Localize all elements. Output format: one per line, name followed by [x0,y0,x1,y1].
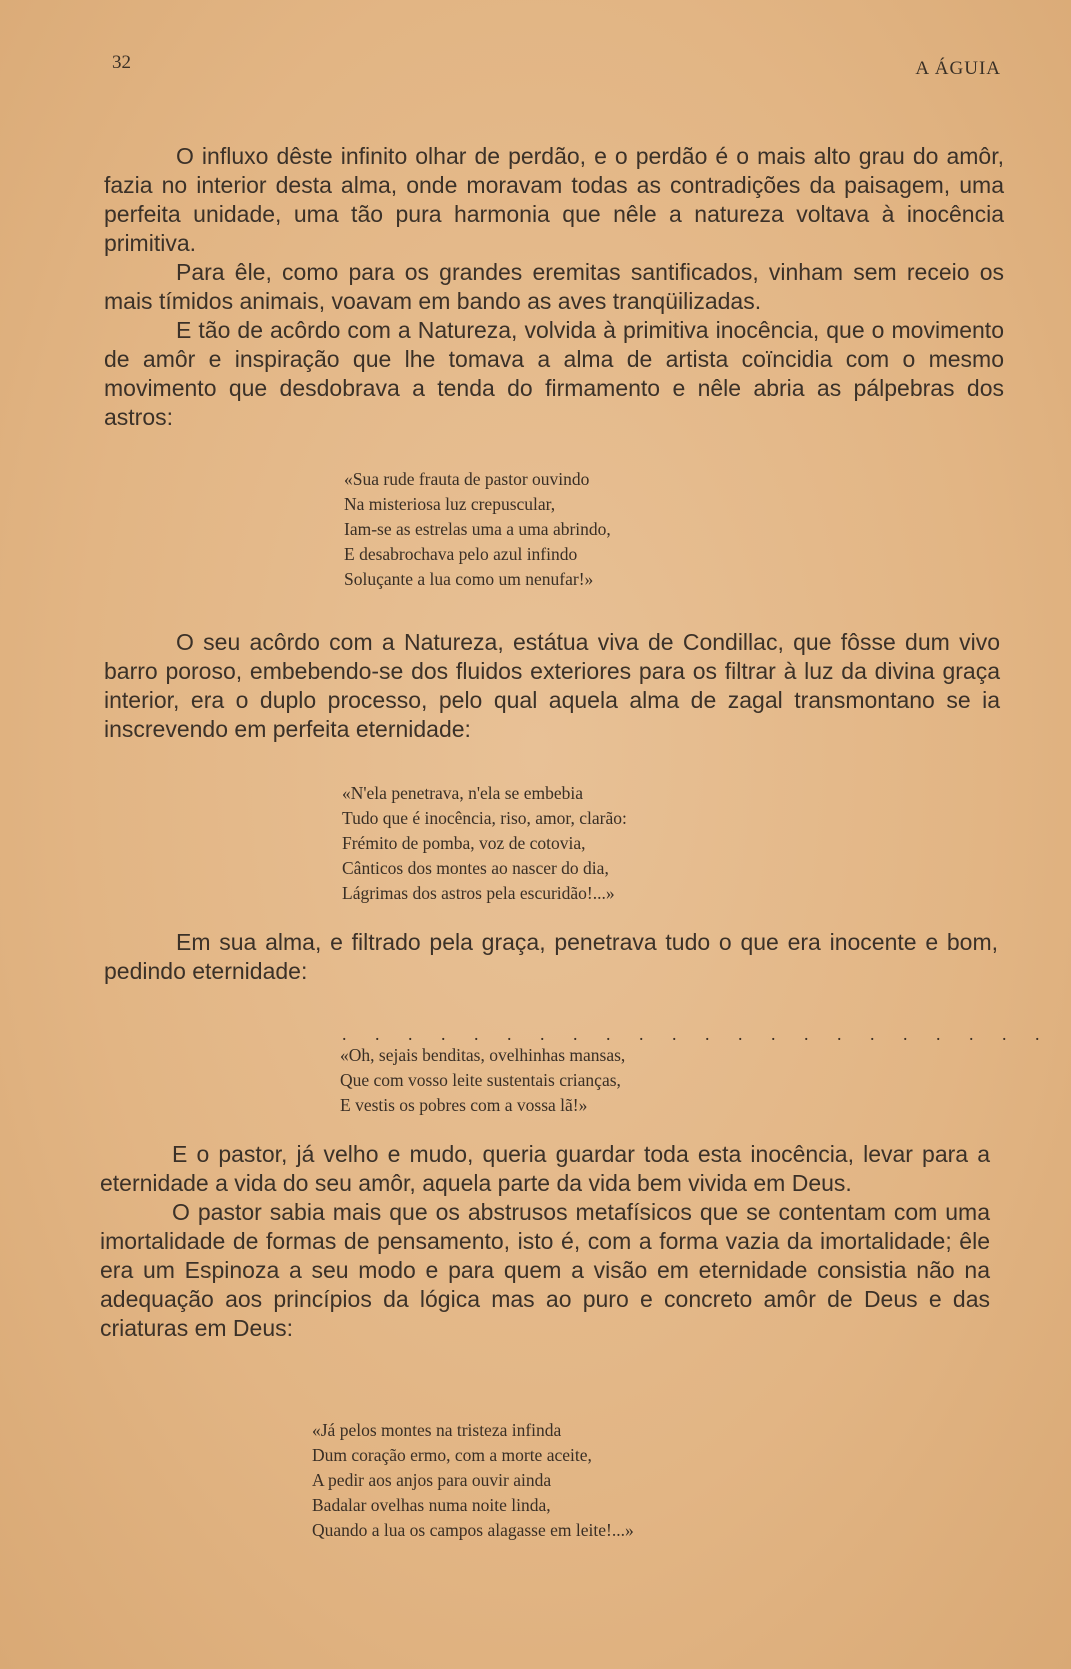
poem-1 [344,467,611,592]
paragraph: E o pastor, já velho e mudo, queria guardar toda esta inocência, levar para a eternidade a vida do seu amôr, aquela parte da vida bem vivida em Deus. [100,1141,990,1196]
ellipsis-dots: . . . . . . . . . . . . . . . . . . . . . . [342,1024,1052,1044]
paragraph: O pastor sabia mais que os abstrusos metafísicos que se contentam com uma imortalidade de formas de pensamento, isto é, com a forma vazia da imortalidade; êle era um Espinoza a seu modo e para quem a visão em eternidade consistia não na adequação aos princípios da lógica mas ao puro e concreto amôr de Deus e das criaturas em Deus: [100,1199,990,1341]
page-number: 32 [112,52,131,73]
verse-line: Tudo que é inocência, riso, amor, clarão: [342,808,627,828]
paragraph: O influxo dêste infinito olhar de perdão, e o perdão é o mais alto grau do amôr, fazia no interior desta alma, onde moravam todas as contradições da paisagem, uma perfeita unidade, uma tão pura harmonia que nêle a natureza voltava à inocência primitiva. [104,143,1004,256]
verse-line: Soluçante a lua como um nenufar!» [344,569,594,589]
paragraph: Para êle, como para os grandes eremitas santificados, vinham sem receio os mais tímidos animais, voavam em bando as aves tranqüilizadas. [104,259,1004,314]
verse-line: Dum coração ermo, com a morte aceite, [312,1445,592,1465]
verse-line: A pedir aos anjos para ouvir ainda [312,1470,552,1490]
paragraph: Em sua alma, e filtrado pela graça, penetrava tudo o que era inocente e bom, pedindo eternidade: [104,929,998,984]
verse-line: Na misteriosa luz crepuscular, [344,494,556,514]
verse-line: Iam-se as estrelas uma a uma abrindo, [344,519,611,539]
verse-line: Lágrimas dos astros pela escuridão!...» [342,883,615,903]
verse-line: «N'ela penetrava, n'ela se embebia [342,783,583,803]
prose-section-1 [104,142,1004,432]
running-title: A ÁGUIA [915,58,1001,79]
verse-line: «Oh, sejais benditas, ovelhinhas mansas, [340,1045,626,1065]
poem-4 [312,1418,634,1543]
verse-line: E desabrochava pelo azul infindo [344,544,578,564]
verse-line: Quando a lua os campos alagasse em leite!...» [312,1520,634,1540]
verse-line: E vestis os pobres com a vossa lã!» [340,1095,588,1115]
prose-section-3 [104,928,998,986]
verse-line: «Sua rude frauta de pastor ouvindo [344,469,590,489]
verse-line: «Já pelos montes na tristeza infinda [312,1420,562,1440]
poem-3 [340,1043,625,1118]
prose-section-2 [104,628,1000,744]
verse-line: Cânticos dos montes ao nascer do dia, [342,858,609,878]
prose-section-4 [100,1140,990,1343]
verse-line: Frémito de pomba, voz de cotovia, [342,833,586,853]
verse-line: Badalar ovelhas numa noite linda, [312,1495,551,1515]
verse-line: Que com vosso leite sustentais crianças, [340,1070,621,1090]
paragraph: E tão de acôrdo com a Natureza, volvida à primitiva inocência, que o movimento de amôr e inspiração que lhe tomava a alma de artista coïncidia com o mesmo movimento que desdobrava a tenda do firmamento e nêle abria as pálpebras dos astros: [104,317,1004,430]
paragraph: O seu acôrdo com a Natureza, estátua viva de Condillac, que fôsse dum vivo barro poroso, embebendo-se dos fluidos exteriores para os filtrar à luz da divina graça interior, era o duplo processo, pelo qual aquela alma de zagal transmontano se ia inscrevendo em perfeita eternidade: [104,629,1000,742]
poem-2 [342,781,627,906]
